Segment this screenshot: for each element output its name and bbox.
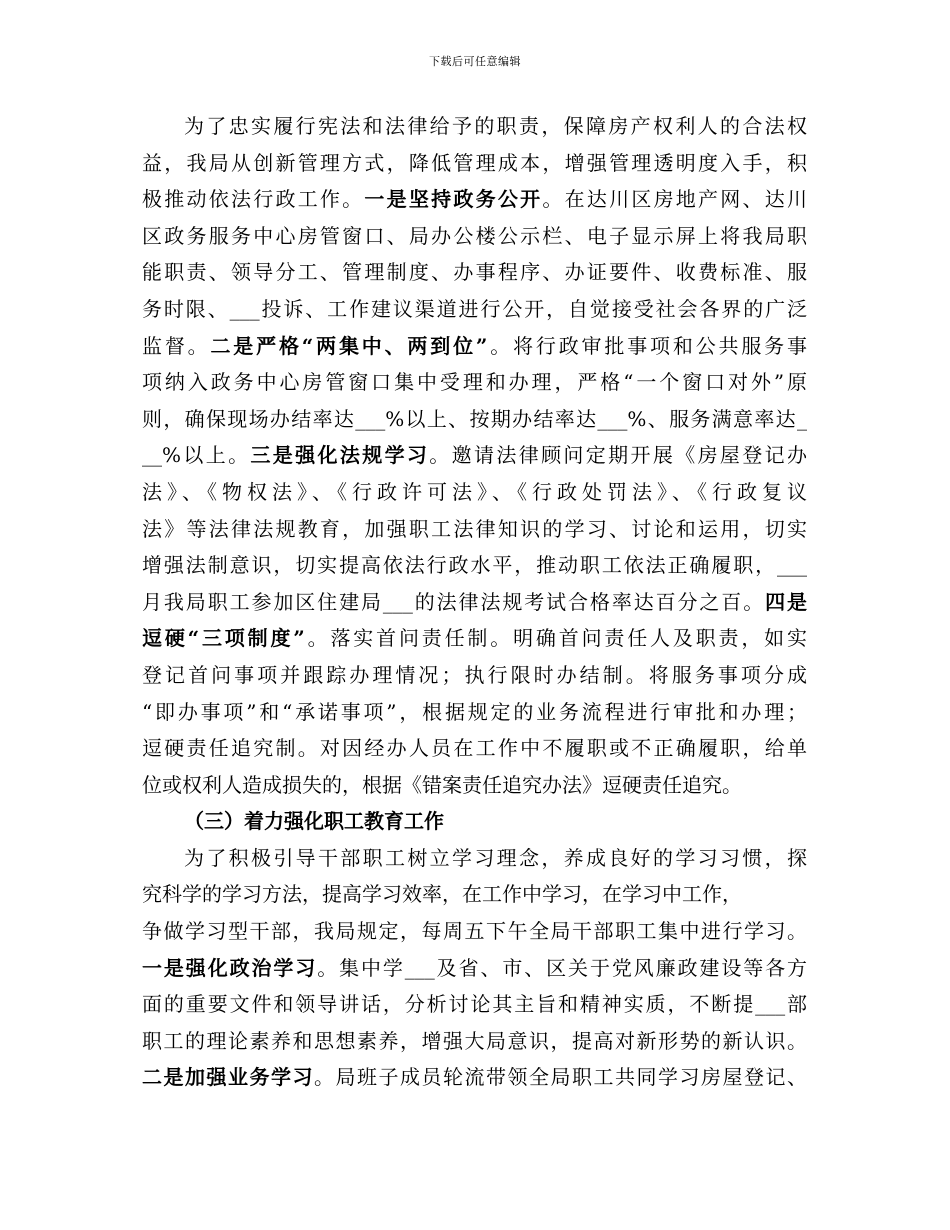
text-segment: 项纳入政务中心房管窗口集中受理和办理，严格“一个窗口对外”原	[142, 370, 807, 395]
text-line	[142, 474, 807, 511]
text-segment: 监督。	[142, 333, 211, 358]
text-segment: 。局班子成员轮流带领全局职工共同学习房屋登记、	[314, 1065, 807, 1090]
text-segment: 法》、《物权法》、《行政许可法》、《行政处罚法》、《行政复议	[142, 479, 807, 504]
text-segment: 争做学习型干部，我局规定，每周五下午全局干部职工集中进行学习。	[142, 919, 807, 944]
bold-phrase: 一是坚持政务公开	[364, 187, 543, 212]
text-segment: 则，确保现场办结率达___%以上、按期办结率达___%、服务满意率达_	[142, 406, 807, 431]
text-segment: “即办事项”和“承诺事项”，根据规定的业务流程进行审批和办理；	[142, 699, 807, 724]
text-line	[142, 730, 807, 767]
text-segment: 为了积极引导干部职工树立学习理念，养成良好的学习习惯，探	[184, 845, 807, 870]
bold-phrase: 三是强化法规学习	[250, 443, 430, 468]
text-line	[142, 401, 807, 438]
text-segment: 登记首问事项并跟踪办理情况；执行限时办结制。将服务事项分成	[142, 662, 807, 687]
text-segment: 。落实首问责任制。明确首问责任人及职责，如实	[304, 626, 807, 651]
bold-phrase: 逗硬“三项制度”	[142, 626, 305, 651]
text-segment: 务时限、___投诉、工作建议渠道进行公开，自觉接受社会各界的广泛	[142, 296, 807, 321]
text-line	[142, 218, 807, 255]
text-segment: 。将行政审批事项和公共服务事	[487, 333, 807, 358]
text-line	[142, 254, 807, 291]
text-segment: 增强法制意识，切实提高依法行政水平，推动职工依法正确履职，___	[142, 553, 807, 578]
document-body	[142, 108, 807, 1096]
text-segment: 面的重要文件和领导讲话，分析讨论其主旨和精神实质，不断提___部	[142, 992, 807, 1017]
text-line	[142, 913, 807, 950]
text-segment: 为了忠实履行宪法和法律给予的职责，保障房产权利人的合法权	[184, 114, 807, 138]
text-line	[142, 547, 807, 584]
text-segment: 位或权利人造成损失的，根据《错案责任追究办法》逗硬责任追究。	[142, 772, 742, 797]
text-segment: 。集中学___及省、市、区关于党风廉政建设等各方	[317, 955, 807, 980]
text-line	[142, 511, 807, 548]
text-line	[142, 876, 807, 913]
text-line	[142, 840, 807, 877]
text-segment: 究科学的学习方法，提高学习效率，在工作中学习，在学习中工作，	[142, 882, 742, 907]
text-segment: 区政务服务中心房管窗口、局办公楼公示栏、电子显示屏上将我局职	[142, 223, 807, 248]
text-line	[142, 108, 807, 145]
bold-phrase: 四是	[765, 589, 807, 614]
page-header: 下载后可任意编辑	[429, 55, 521, 68]
text-segment: 极推动依法行政工作。	[142, 187, 365, 212]
text-line	[142, 1023, 807, 1060]
text-line	[142, 950, 807, 987]
text-line	[142, 620, 807, 657]
text-line	[142, 767, 807, 804]
text-line	[142, 437, 807, 474]
bold-phrase: （三）着力强化职工教育工作	[184, 809, 444, 834]
text-line	[142, 657, 807, 694]
bold-phrase: 一是强化政治学习	[142, 955, 318, 980]
text-segment: 月我局职工参加区住建局___的法律法规考试合格率达百分之百。	[142, 589, 766, 614]
text-line	[142, 986, 807, 1023]
text-segment: 逗硬责任追究制。对因经办人员在工作中不履职或不正确履职，给单	[142, 736, 807, 761]
bold-phrase: 二是加强业务学习	[142, 1065, 314, 1090]
text-segment: 职工的理论素养和思想素养，增强大局意识，提高对新形势的新认识。	[142, 1028, 807, 1053]
section-heading	[142, 803, 807, 840]
text-segment: __%以上。	[142, 443, 251, 468]
text-line	[142, 328, 807, 365]
text-segment: 益，我局从创新管理方式，降低管理成本，增强管理透明度入手，积	[142, 150, 807, 175]
text-segment: 能职责、领导分工、管理制度、办事程序、办证要件、收费标准、服	[142, 260, 807, 285]
text-line	[142, 145, 807, 182]
text-line	[142, 1059, 807, 1096]
text-segment: 。邀请法律顾问定期开展《房屋登记办	[429, 443, 807, 468]
text-segment: 法》等法律法规教育，加强职工法律知识的学习、讨论和运用，切实	[142, 516, 807, 541]
text-line	[142, 181, 807, 218]
bold-phrase: 二是严格“两集中、两到位”	[210, 333, 488, 358]
text-line	[142, 291, 807, 328]
text-line	[142, 364, 807, 401]
text-line	[142, 694, 807, 731]
text-line	[142, 584, 807, 621]
text-segment: 。在达川区房地产网、达川	[542, 187, 807, 212]
